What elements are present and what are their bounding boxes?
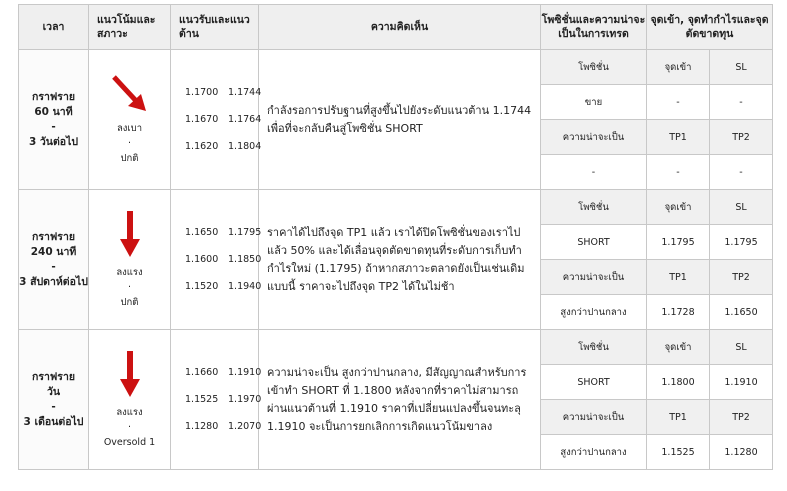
tp1-value: 1.1728 xyxy=(647,295,710,330)
entry-header: จุดเข้า xyxy=(647,50,710,85)
trend-label: ลงแรง xyxy=(116,267,143,278)
sl-value: - xyxy=(710,85,773,120)
position-header: โพซิชั่น xyxy=(541,330,647,365)
tp1-header: TP1 xyxy=(647,400,710,435)
support-level: 1.1650 xyxy=(185,227,219,238)
trend-cell xyxy=(89,330,171,470)
arrow-down-right-icon xyxy=(110,73,150,115)
position-value: ขาย xyxy=(541,85,647,120)
resistance-level: 1.2070 xyxy=(228,421,262,432)
header-row xyxy=(19,5,773,50)
header-comment: ความคิดเห็น xyxy=(259,5,541,50)
probability-header: ความน่าจะเป็น xyxy=(541,120,647,155)
level-row xyxy=(185,133,262,160)
forecast-table xyxy=(18,4,773,470)
period-line2: วัน xyxy=(46,385,61,398)
tp2-header: TP2 xyxy=(710,120,773,155)
header-trend: แนวโน้มและสภาวะ xyxy=(89,5,171,50)
probability-value: สูงกว่าปานกลาง xyxy=(541,435,647,470)
level-row xyxy=(185,106,262,133)
header-levels: แนวรับและแนวต้าน xyxy=(171,5,259,50)
probability-header: ความน่าจะเป็น xyxy=(541,400,647,435)
trend-state: ปกติ xyxy=(120,153,139,164)
resistance-level: 1.1744 xyxy=(228,87,262,98)
position-header: โพซิชั่น xyxy=(541,50,647,85)
period-cell xyxy=(19,190,89,330)
header-period: เวลา xyxy=(19,5,89,50)
tp2-value: - xyxy=(710,155,773,190)
resistance-level: 1.1910 xyxy=(228,367,262,378)
resistance-level: 1.1764 xyxy=(228,114,262,125)
support-level: 1.1670 xyxy=(185,114,219,125)
comment-cell: ความน่าจะเป็น สูงกว่าปานกลาง, มีสัญญาณสำหรับการเข้าทำ SHORT ที่ 1.1800 หลังจากที่ราคาไม่สามารถผ่านแนวต้านที่ 1.1910 ราคาที่เปลี่ยนแปลงขึ้นจนทะลุ 1.1910 จะเป็นการยกเลิกการเกิดแนวโน้มขาลง xyxy=(259,330,541,470)
resistance-level: 1.1804 xyxy=(228,141,262,152)
level-row xyxy=(185,79,262,106)
tp1-header: TP1 xyxy=(647,120,710,155)
trend-dot: · xyxy=(127,422,132,433)
support-level: 1.1660 xyxy=(185,367,219,378)
position-value: SHORT xyxy=(541,365,647,400)
level-row xyxy=(185,413,262,440)
support-level: 1.1525 xyxy=(185,394,219,405)
forecast-row xyxy=(19,50,773,85)
resistance-level: 1.1970 xyxy=(228,394,262,405)
trend-dot: · xyxy=(127,282,132,293)
sl-value: 1.1795 xyxy=(710,225,773,260)
period-line1: กราฟราย xyxy=(31,230,75,243)
period-dot: - xyxy=(51,260,56,273)
trend-label: ลงเบา xyxy=(116,123,143,134)
entry-value: - xyxy=(647,85,710,120)
period-line3: 3 เดือนต่อไป xyxy=(23,415,84,428)
forecast-table-container xyxy=(18,4,772,470)
level-row xyxy=(185,246,262,273)
level-row xyxy=(185,273,262,300)
comment-cell: ราคาได้ไปถึงจุด TP1 แล้ว เราได้ปิดโพซิชั่นของเราไปแล้ว 50% และได้เลื่อนจุดตัดขาดทุนที่ระดับการเก็บทำกำไรใหม่ (1.1795) ถ้าหากสภาวะตลาดยังเป็นเช่นเดิมแบบนี้ ราคาจะไปถึงจุด TP2 ได้ในไม่ช้า xyxy=(259,190,541,330)
period-dot: - xyxy=(51,120,56,133)
sl-header: SL xyxy=(710,330,773,365)
period-line3: 3 วันต่อไป xyxy=(28,135,79,148)
probability-value: สูงกว่าปานกลาง xyxy=(541,295,647,330)
arrow-down-icon xyxy=(118,209,142,259)
sl-value: 1.1910 xyxy=(710,365,773,400)
tp1-value: - xyxy=(647,155,710,190)
support-level: 1.1280 xyxy=(185,421,219,432)
support-level: 1.1520 xyxy=(185,281,219,292)
levels-cell xyxy=(171,50,262,190)
period-cell xyxy=(19,50,89,190)
tp2-value: 1.1280 xyxy=(710,435,773,470)
resistance-level: 1.1795 xyxy=(228,227,262,238)
header-position: โพซิชั่นและความน่าจะเป็นในการเทรด xyxy=(541,5,647,50)
probability-header: ความน่าจะเป็น xyxy=(541,260,647,295)
levels-cell xyxy=(171,190,262,330)
forecast-row xyxy=(19,330,773,365)
support-level: 1.1600 xyxy=(185,254,219,265)
period-dot: - xyxy=(51,400,56,413)
tp2-value: 1.1650 xyxy=(710,295,773,330)
tp2-header: TP2 xyxy=(710,400,773,435)
comment-cell: กำลังรอการปรับฐานที่สูงขึ้นไปยังระดับแนวต้าน 1.1744 เพื่อที่จะกลับคืนสู่โพซิชั่น SHORT xyxy=(259,50,541,190)
period-line3: 3 สัปดาห์ต่อไป xyxy=(19,275,88,288)
sl-header: SL xyxy=(710,50,773,85)
level-row xyxy=(185,359,262,386)
level-row xyxy=(185,386,262,413)
level-row xyxy=(185,219,262,246)
tp2-header: TP2 xyxy=(710,260,773,295)
position-header: โพซิชั่น xyxy=(541,190,647,225)
period-line1: กราฟราย xyxy=(31,90,75,103)
trend-dot: · xyxy=(127,138,132,149)
position-value: SHORT xyxy=(541,225,647,260)
resistance-level: 1.1940 xyxy=(228,281,262,292)
entry-header: จุดเข้า xyxy=(647,330,710,365)
probability-value: - xyxy=(541,155,647,190)
entry-value: 1.1795 xyxy=(647,225,710,260)
tp1-value: 1.1525 xyxy=(647,435,710,470)
period-line2: 60 นาที xyxy=(34,105,73,118)
period-line1: กราฟราย xyxy=(31,370,75,383)
levels-cell xyxy=(171,330,262,470)
arrow-down-icon xyxy=(118,349,142,399)
trend-state: Oversold 1 xyxy=(103,437,156,448)
resistance-level: 1.1850 xyxy=(228,254,262,265)
trend-cell xyxy=(89,190,171,330)
trend-cell xyxy=(89,50,171,190)
period-line2: 240 นาที xyxy=(30,245,77,258)
tp1-header: TP1 xyxy=(647,260,710,295)
entry-value: 1.1800 xyxy=(647,365,710,400)
header-entry: จุดเข้า, จุดทำกำไรและจุดตัดขาดทุน xyxy=(647,5,773,50)
forecast-row xyxy=(19,190,773,225)
trend-state: ปกติ xyxy=(120,297,139,308)
sl-header: SL xyxy=(710,190,773,225)
entry-header: จุดเข้า xyxy=(647,190,710,225)
period-cell xyxy=(19,330,89,470)
support-level: 1.1620 xyxy=(185,141,219,152)
trend-label: ลงแรง xyxy=(116,407,143,418)
support-level: 1.1700 xyxy=(185,87,219,98)
